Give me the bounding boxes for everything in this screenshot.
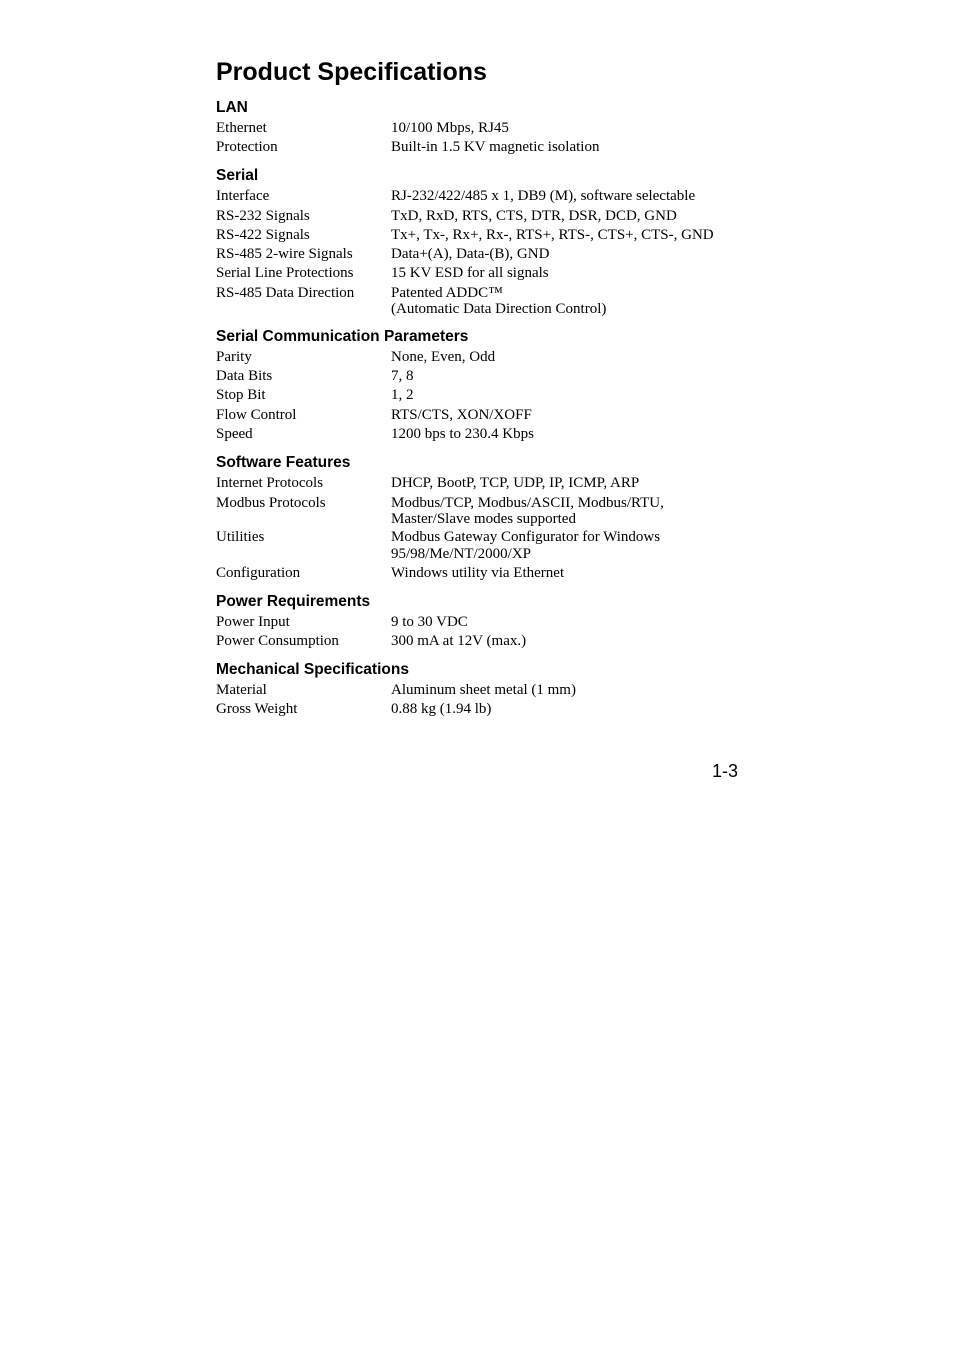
spec-row [216, 564, 740, 583]
spec-row [216, 187, 740, 206]
spec-section [216, 327, 740, 444]
spec-value-line: Modbus Gateway Configurator for Windows [391, 529, 661, 546]
spec-row [216, 226, 740, 245]
spec-value [391, 187, 740, 206]
spec-row [216, 119, 740, 138]
spec-value-line: 300 mA at 12V (max.) [391, 633, 527, 650]
spec-value-line: Built-in 1.5 KV magnetic isolation [391, 139, 600, 156]
section-heading: Serial Communication Parameters [216, 327, 469, 345]
spec-label: Power Input [216, 613, 290, 630]
spec-label: Ethernet [216, 120, 267, 136]
spec-row [216, 367, 740, 386]
spec-value-line: Modbus/TCP, Modbus/ASCII, Modbus/RTU, [391, 494, 664, 511]
spec-row [216, 474, 740, 493]
spec-label: Modbus Protocols [216, 494, 326, 511]
spec-row [216, 245, 740, 264]
page-title: Product Specifications [216, 58, 487, 86]
spec-label: RS-232 Signals [216, 207, 310, 224]
spec-value [391, 681, 740, 700]
spec-value-line: Master/Slave modes supported [391, 511, 576, 528]
spec-section [216, 660, 740, 719]
spec-label: Power Consumption [216, 633, 339, 650]
spec-row [216, 495, 740, 528]
spec-label: Gross Weight [216, 701, 298, 718]
spec-value [391, 119, 740, 138]
section-heading: Software Features [216, 453, 351, 471]
spec-sections [216, 98, 740, 720]
spec-section [216, 98, 740, 157]
spec-value [391, 700, 740, 719]
section-heading: Serial [216, 167, 259, 185]
spec-value-line: 1200 bps to 230.4 Kbps [391, 425, 534, 442]
spec-value-line: Patented ADDC™ [391, 284, 503, 301]
spec-value [391, 285, 740, 318]
spec-row [216, 348, 740, 367]
spec-value [391, 632, 740, 651]
spec-label: Parity [216, 348, 252, 365]
spec-row [216, 681, 740, 700]
spec-value [391, 613, 740, 632]
spec-row [216, 425, 740, 444]
section-heading: Power Requirements [216, 592, 371, 610]
spec-value-line: 9 to 30 VDC [391, 613, 468, 630]
spec-value-line: (Automatic Data Direction Control) [391, 301, 607, 318]
spec-value [391, 425, 740, 444]
spec-label: Stop Bit [216, 387, 266, 404]
spec-value [391, 474, 740, 493]
spec-row [216, 406, 740, 425]
spec-value [391, 386, 740, 405]
spec-value-line: Windows utility via Ethernet [391, 564, 565, 581]
spec-label: Configuration [216, 564, 301, 581]
spec-section [216, 453, 740, 583]
spec-value-line: 15 KV ESD for all signals [391, 265, 549, 282]
spec-label: Serial Line Protections [216, 265, 354, 282]
spec-value [391, 529, 740, 562]
spec-label: Speed [216, 425, 253, 442]
spec-value [391, 495, 740, 528]
spec-label: Internet Protocols [216, 474, 324, 491]
spec-row [216, 386, 740, 405]
spec-value [391, 348, 740, 367]
spec-value [391, 138, 740, 157]
spec-section [216, 166, 740, 318]
spec-label: Data Bits [216, 368, 273, 385]
spec-row [216, 264, 740, 283]
spec-label: RS-485 2-wire Signals [216, 246, 353, 263]
spec-value-line: DHCP, BootP, TCP, UDP, IP, ICMP, ARP [391, 474, 640, 491]
spec-value [391, 207, 740, 226]
spec-value-line: TxD, RxD, RTS, CTS, DTR, DSR, DCD, GND [391, 207, 677, 224]
spec-value-line: 95/98/Me/NT/2000/XP [391, 545, 532, 562]
spec-value [391, 245, 740, 264]
spec-row [216, 285, 740, 318]
spec-value-line: RTS/CTS, XON/XOFF [391, 406, 532, 423]
spec-row [216, 529, 740, 562]
spec-section [216, 592, 740, 651]
spec-label: RS-485 Data Direction [216, 284, 355, 301]
spec-value [391, 406, 740, 425]
spec-value [391, 226, 740, 245]
spec-value [391, 564, 740, 583]
spec-value [391, 367, 740, 386]
section-heading: Mechanical Specifications [216, 661, 409, 679]
spec-value-line: None, Even, Odd [391, 348, 496, 365]
spec-value [391, 264, 740, 283]
spec-value-line: 0.88 kg (1.94 lb) [391, 701, 492, 718]
spec-label: Material [216, 682, 267, 699]
spec-value-line: Aluminum sheet metal (1 mm) [391, 682, 576, 699]
spec-label: Interface [216, 188, 270, 205]
page-number: 1-3 [711, 761, 738, 781]
spec-row [216, 632, 740, 651]
spec-label: Flow Control [216, 406, 297, 423]
spec-row [216, 207, 740, 226]
spec-value-line: 1, 2 [391, 387, 414, 404]
section-heading: LAN [216, 99, 248, 116]
spec-value-line: RJ-232/422/485 x 1, DB9 (M), software selectable [391, 188, 696, 205]
spec-label: Protection [216, 139, 278, 156]
spec-label: RS-422 Signals [216, 226, 310, 243]
spec-value-line: Data+(A), Data-(B), GND [391, 246, 550, 263]
spec-row [216, 700, 740, 719]
spec-value-line: Tx+, Tx-, Rx+, Rx-, RTS+, RTS-, CTS+, CTS-, GND [391, 226, 714, 243]
spec-label: Utilities [216, 529, 265, 546]
spec-row [216, 138, 740, 157]
spec-row [216, 613, 740, 632]
spec-value-line: 7, 8 [391, 368, 414, 385]
document-page [216, 56, 740, 729]
spec-value-line: 10/100 Mbps, RJ45 [391, 120, 509, 136]
